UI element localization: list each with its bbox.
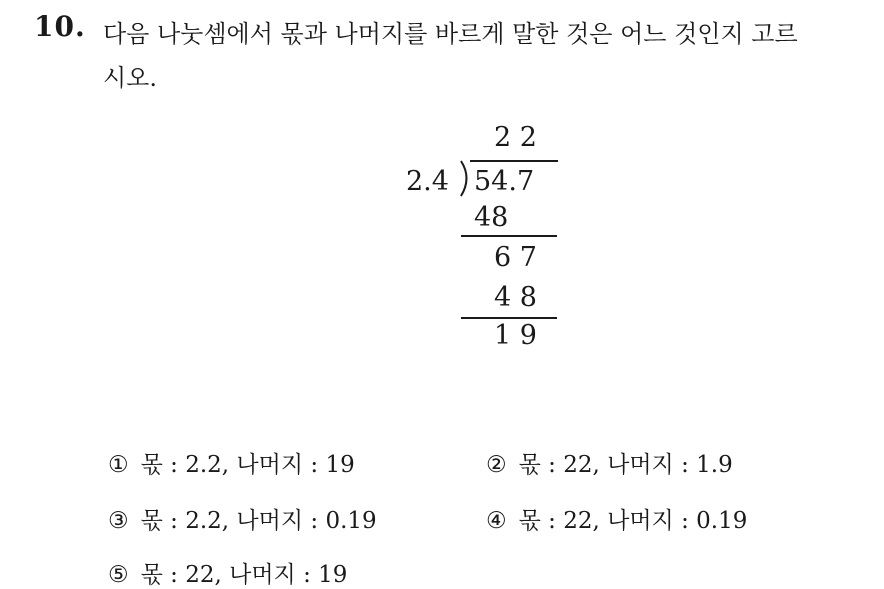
- choice-5-number: ⑤: [108, 562, 129, 588]
- choice-4[interactable]: [486, 502, 747, 535]
- question-number: 10.: [34, 10, 86, 43]
- division-bracket-top: [470, 160, 558, 162]
- choice-3-text: 몫 : 2.2, 나머지 : 0.19: [140, 508, 377, 534]
- choice-2[interactable]: [486, 446, 733, 479]
- choice-2-text: 몫 : 22, 나머지 : 1.9: [518, 452, 733, 478]
- division-rule-2: [461, 317, 557, 319]
- division-quotient: 2 2: [494, 122, 537, 153]
- choice-1-text: 몫 : 2.2, 나머지 : 19: [140, 452, 355, 478]
- choice-3[interactable]: [108, 502, 377, 535]
- division-rule-1: [461, 235, 557, 237]
- division-remainder: 1 9: [494, 320, 537, 351]
- choice-1[interactable]: [108, 446, 355, 479]
- division-step-2: 6 7: [494, 242, 537, 273]
- question-line-2: 시오.: [103, 64, 157, 92]
- choice-4-text: 몫 : 22, 나머지 : 0.19: [518, 508, 748, 534]
- question-line-1: 다음 나눗셈에서 몫과 나머지를 바르게 말한 것은 어느 것인지 고르: [103, 20, 798, 48]
- division-step-1: 48: [474, 202, 509, 233]
- choice-2-number: ②: [486, 452, 507, 478]
- choice-4-number: ④: [486, 508, 507, 534]
- division-bracket-curve: [458, 160, 474, 198]
- division-divisor: 2.4: [406, 166, 449, 197]
- choice-5[interactable]: [108, 556, 347, 589]
- choice-5-text: 몫 : 22, 나머지 : 19: [140, 562, 348, 588]
- choice-1-number: ①: [108, 452, 129, 478]
- choice-3-number: ③: [108, 508, 129, 534]
- division-dividend: 54.7: [474, 166, 535, 197]
- division-step-3: 4 8: [494, 282, 537, 313]
